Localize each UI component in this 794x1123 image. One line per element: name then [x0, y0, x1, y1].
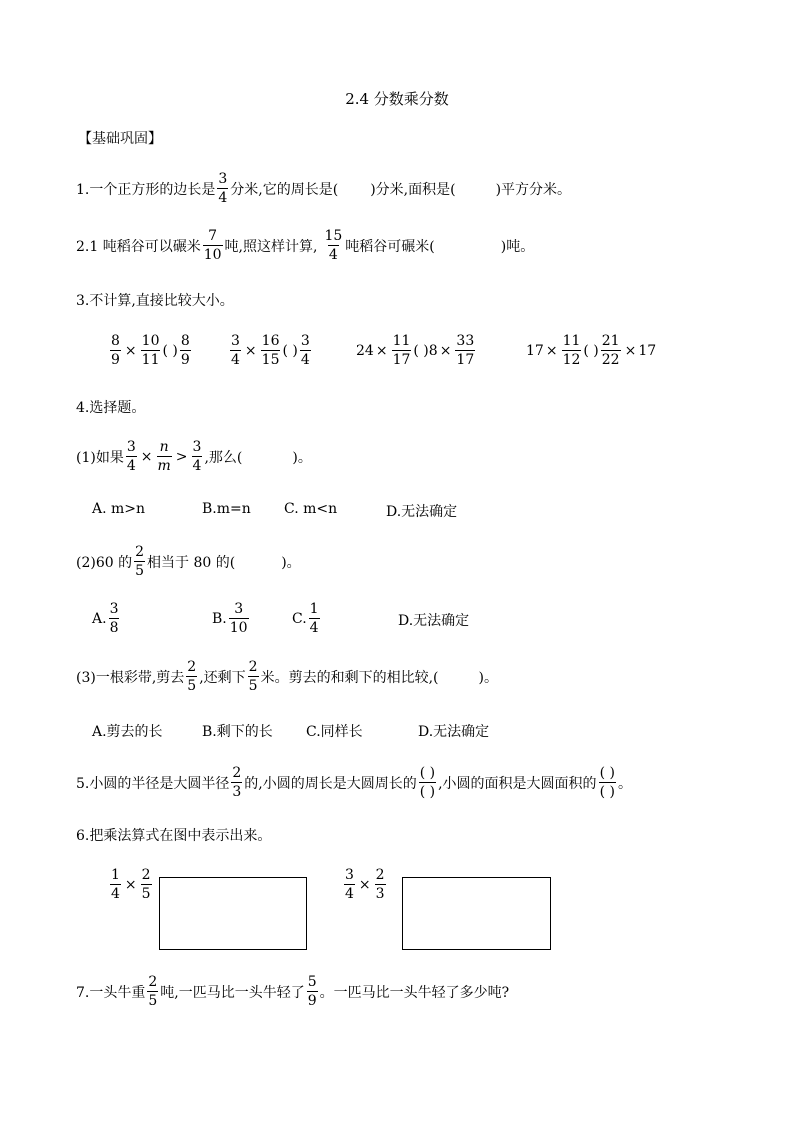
q1-text-a: 1.一个正方形的边长是	[76, 181, 216, 198]
times-sign: ×	[375, 342, 388, 359]
q5-text-a: 5.小圆的半径是大圆半径	[76, 775, 230, 792]
q4-1-text-a: (1)如果	[76, 449, 124, 466]
fraction: $\frac{2}{5}$	[141, 867, 151, 902]
option-b[interactable]: B.m=n	[202, 501, 251, 517]
option-d[interactable]: D.无法确定	[418, 724, 490, 740]
option-a[interactable]: A. m>n	[92, 501, 146, 517]
fraction: $\frac{10}{11}$	[141, 333, 160, 368]
times-sign: ×	[439, 342, 452, 359]
question-4	[76, 397, 145, 417]
compare-blank[interactable]: ( )	[282, 342, 298, 359]
compare-expr-2	[228, 334, 313, 367]
q6-text: 6.把乘法算式在图中表示出来。	[76, 828, 272, 844]
fraction: $\frac{11}{12}$	[562, 333, 581, 368]
q4-1-text-b: ,那么(	[204, 449, 243, 466]
answer-fraction-blank[interactable]: $\frac{( )}{( )}$	[599, 765, 615, 800]
times-sign: ×	[624, 342, 637, 359]
multiply-expr-1	[108, 868, 154, 901]
fraction: $\frac{3}{4}$	[192, 439, 202, 474]
option-c[interactable]: C.同样长	[306, 724, 363, 740]
fraction: $\frac{2}{5}$	[148, 974, 158, 1009]
question-7	[76, 975, 509, 1008]
compare-blank[interactable]: ( )	[413, 342, 429, 359]
drawing-rectangle-1[interactable]	[159, 877, 307, 950]
q2-text-a: 2.1 吨稻谷可以碾米	[76, 238, 201, 255]
times-sign: ×	[545, 342, 558, 359]
option-b[interactable]: B. $\frac{3}{10}$	[212, 601, 248, 636]
page-title: 2.4 分数乘分数	[345, 90, 449, 108]
multiply-expr-2	[342, 868, 388, 901]
compare-blank[interactable]: ( )	[583, 342, 599, 359]
q2-text-c: 吨稻谷可碾米(	[345, 238, 435, 255]
section-label: 【基础巩固】	[78, 131, 162, 147]
fraction: $\frac{3}{4}$	[231, 333, 240, 368]
fraction: $\frac{3}{4}$	[300, 333, 310, 368]
fraction: $\frac{n}{m}$	[157, 439, 171, 474]
fraction: $\frac{33}{17}$	[456, 333, 475, 368]
question-5	[76, 766, 632, 799]
option-c[interactable]: C. m<n	[284, 501, 338, 517]
question-1	[76, 172, 571, 205]
fraction: $\frac{1}{4}$	[309, 601, 319, 636]
q4-2-text-a: (2)60 的	[76, 554, 133, 571]
q4-text: 4.选择题。	[76, 400, 146, 416]
q4-3-text-d: )。	[478, 669, 498, 686]
answer-fraction-blank[interactable]: $\frac{( )}{( )}$	[419, 765, 436, 800]
q4-3-text-b: ,还剩下	[199, 669, 246, 686]
question-3	[76, 290, 234, 310]
compare-expr-3	[356, 334, 477, 367]
compare-blank[interactable]: ( )	[162, 342, 178, 359]
question-2	[76, 229, 534, 262]
q4-2-text-b: 相当于 80 的(	[147, 554, 236, 571]
q1-text-d: )平方分米。	[495, 181, 572, 198]
q3-text: 3.不计算,直接比较大小。	[76, 293, 234, 309]
fraction: $\frac{3}{4}$	[345, 867, 354, 902]
times-sign: ×	[244, 342, 257, 359]
option-c[interactable]: C. $\frac{1}{4}$	[292, 601, 319, 636]
fraction: $\frac{11}{17}$	[392, 333, 411, 368]
fraction: $\frac{2}{5}$	[135, 544, 145, 579]
drawing-rectangle-2[interactable]	[402, 877, 551, 950]
fraction: $\frac{8}{9}$	[111, 333, 120, 368]
q4-2-text-c: )。	[281, 554, 301, 571]
q5-text-c: ,小圆的面积是大圆面积的	[438, 775, 597, 792]
greater-than-sign: >	[175, 448, 188, 465]
q2-text-d: )吨。	[500, 238, 535, 255]
times-sign: ×	[358, 876, 371, 893]
compare-expr-1	[108, 334, 193, 367]
q1-text-b: 分米,它的周长是(	[230, 181, 339, 198]
times-sign: ×	[124, 342, 137, 359]
option-a[interactable]: A.剪去的长	[92, 724, 163, 740]
number: 17	[638, 342, 657, 359]
compare-expr-4	[526, 334, 656, 367]
question-4-2	[76, 545, 301, 578]
number: 24	[356, 342, 374, 359]
number: 8	[428, 342, 438, 359]
q4-3-text-c: 米。剪去的和剩下的相比较,(	[260, 669, 439, 686]
fraction: $\frac{5}{9}$	[307, 974, 317, 1009]
q1-text-c: )分米,面积是(	[370, 181, 456, 198]
question-4-3	[76, 660, 498, 693]
option-d[interactable]: D.无法确定	[386, 504, 458, 520]
times-sign: ×	[124, 876, 137, 893]
fraction: $\frac{8}{9}$	[180, 333, 190, 368]
fraction: $\frac{1}{4}$	[111, 867, 120, 902]
fraction: $\frac{2}{3}$	[375, 867, 385, 902]
q7-text-b: 吨,一匹马比一头牛轻了	[160, 984, 305, 1001]
q7-text-a: 7.一头牛重	[76, 984, 146, 1001]
option-a[interactable]: A. $\frac{3}{8}$	[92, 601, 119, 636]
fraction: $\frac{15}{4}$	[324, 228, 343, 263]
option-b[interactable]: B.剩下的长	[202, 724, 273, 740]
question-6	[76, 825, 271, 845]
q5-text-d: 。	[617, 775, 632, 792]
q4-3-text-a: (3)一根彩带,剪去	[76, 669, 185, 686]
fraction: $\frac{16}{15}$	[261, 333, 280, 368]
fraction: $\frac{3}{4}$	[126, 439, 136, 474]
fraction: $\frac{3}{4}$	[218, 171, 228, 206]
fraction: $\frac{21}{22}$	[601, 333, 620, 368]
q7-text-c: 。一匹马比一头牛轻了多少吨?	[319, 984, 510, 1001]
q5-text-b: 的,小圆的周长是大圆周长的	[244, 775, 417, 792]
fraction: $\frac{2}{3}$	[232, 765, 242, 800]
fraction: $\frac{3}{8}$	[109, 601, 119, 636]
fraction: $\frac{2}{5}$	[248, 659, 258, 694]
option-d[interactable]: D.无法确定	[398, 613, 470, 629]
q2-text-b: 吨,照这样计算,	[224, 238, 318, 255]
number: 17	[526, 342, 544, 359]
fraction: $\frac{2}{5}$	[187, 659, 197, 694]
section-heading	[78, 128, 162, 148]
times-sign: ×	[140, 448, 153, 465]
fraction: $\frac{3}{10}$	[229, 601, 248, 636]
q4-1-text-c: )。	[292, 449, 312, 466]
fraction: $\frac{7}{10}$	[203, 228, 222, 263]
question-4-1	[76, 440, 312, 473]
